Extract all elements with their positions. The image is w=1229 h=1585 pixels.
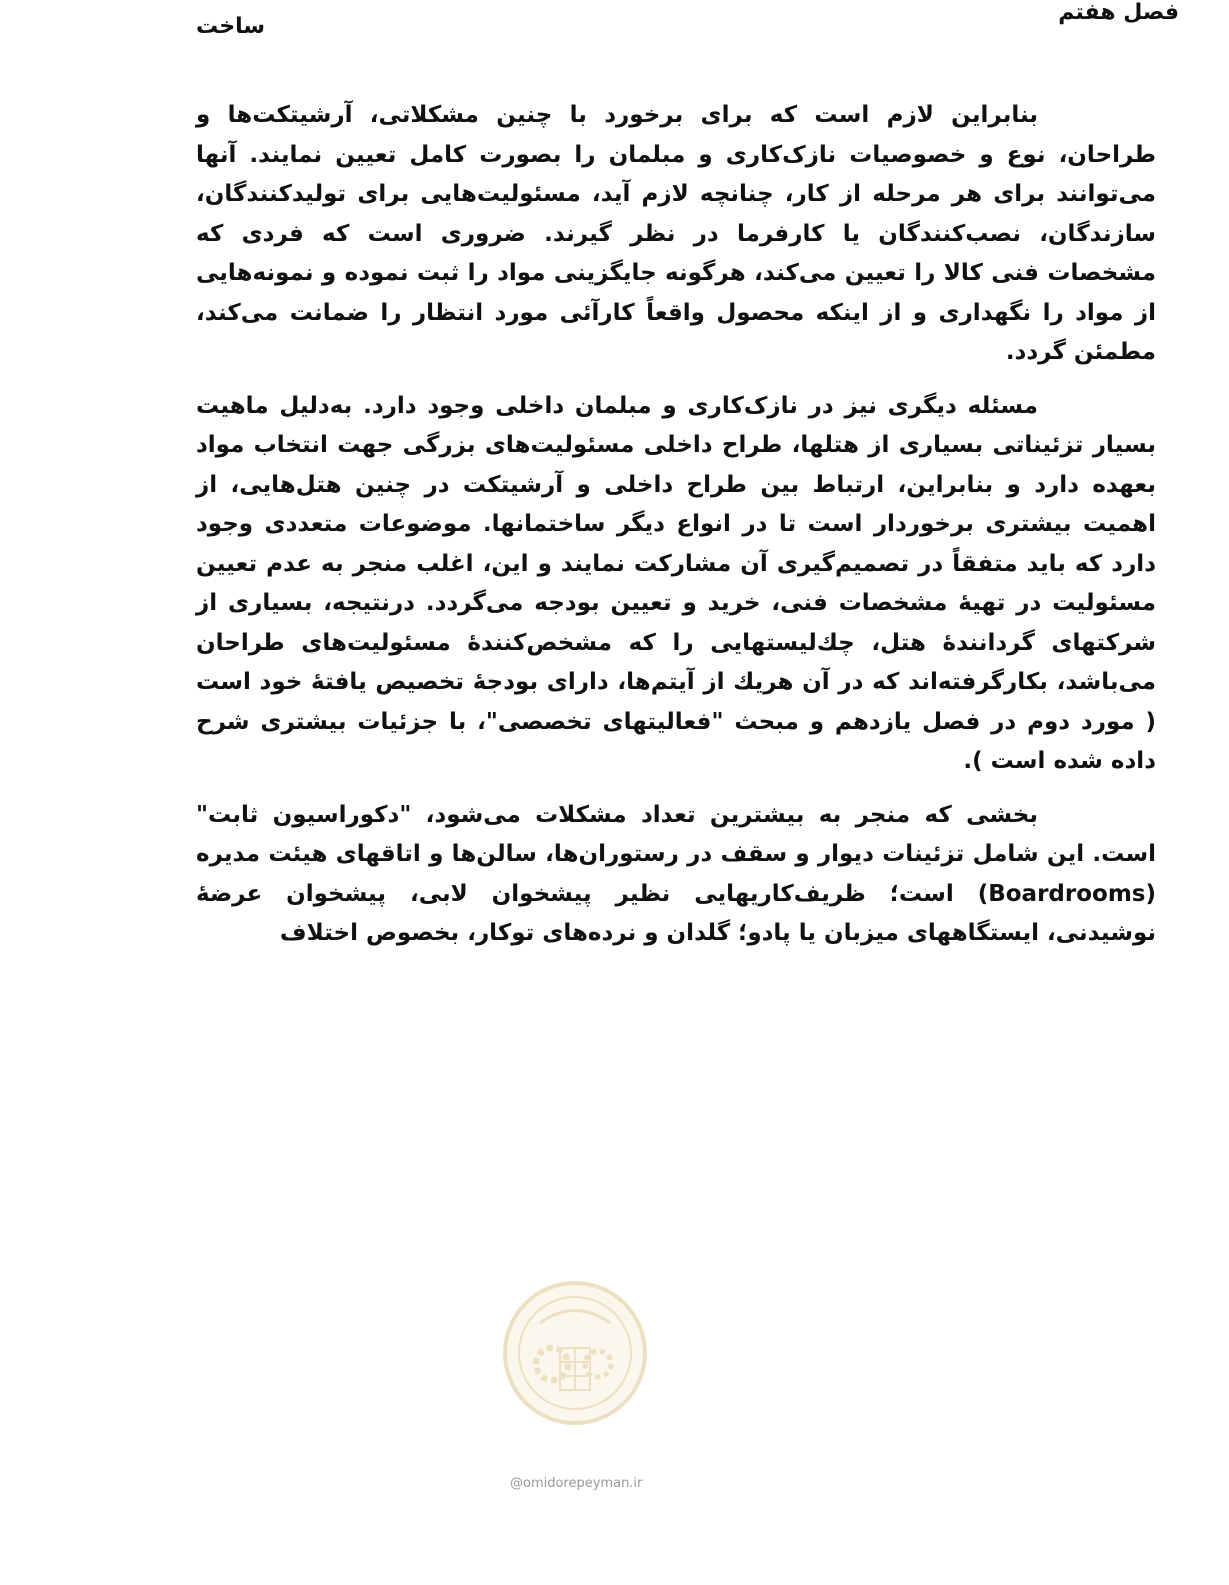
paragraph-1: بنابراین لازم است که برای برخورد با چنین مشکلاتی، آرشیتکت‌ها و طراحان، نوع و خصوصیات نازک‌کاری و مبلمان را بصورت کامل تعیین نمایند. آنها می‌توانند برای هر مرحله از کار، چنانچه لازم آید، مسئولیت‌هایی برای تولیدکنندگان، سازندگان، نصب‌کنندگان یا کارفرما در نظر گیرند. ضروری است که فردی که مشخصات فنی کالا را تعیین می‌کند، هرگونه جایگزینی مواد را ثبت نموده و نمونه‌هایی از مواد را نگهداری و از اینکه محصول واقعاً کارآئی مورد انتظار را ضمانت می‌کند، مطمئن گردد. bbox=[196, 102, 1156, 365]
watermark-caption: @omidorepeyman.ir bbox=[510, 1476, 643, 1491]
watermark-seal bbox=[500, 1278, 650, 1428]
paragraph-3: بخشی که منجر به بیشترین تعداد مشکلات می‌شود، "دکوراسیون ثابت" است. این شامل تزئینات دیوار و سقف در رستوران‌ها، سالن‌ها و اتاقهای هیئت مدیره (Boardrooms) است؛ ظریف‌کاریهایی نظیر پیشخوان لابی، پیشخوان عرضهٔ نوشیدنی، ایستگاههای میزبان یا پادو؛ گلدان و نرده‌های توکار، بخصوص اختلاف bbox=[196, 801, 1156, 946]
chapter-heading: فصل هفتم bbox=[1058, 0, 1179, 25]
body-text bbox=[196, 96, 1156, 968]
paragraph-2: مسئله دیگری نیز در نازک‌کاری و مبلمان داخلی وجود دارد. به‌دلیل ماهیت بسیار تزئیناتی بسیاری از هتلها، طراح داخلی مسئولیت‌های بزرگی جهت انتخاب مواد بعهده دارد و بنابراین، ارتباط بین طراح داخلی و آرشیتکت در چنین هتل‌هایی، از اهمیت بیشتری برخوردار است تا در انواع دیگر ساختمانها. موضوعات متعددی وجود دارد که باید متفقاً در تصمیم‌گیری آن مشارکت نمایند و این، اغلب منجر به عدم تعیین مسئولیت در تهیهٔ مشخصات فنی، خرید و تعیین بودجه می‌گردد. درنتیجه، بسیاری از شرکتهای گردانندهٔ هتل، چك‌لیستهایی را که مشخص‌کنندهٔ مسئولیت‌های طراحان می‌باشد، بکارگرفته‌اند که در آن هریك از آیتم‌ها، دارای بودجهٔ تخصیص یافتهٔ خود است ( مورد دوم در فصل یازدهم و مبحث "فعالیتهای تخصصی"، با جزئیات بیشتری شرح داده شده است ). bbox=[196, 392, 1156, 774]
section-heading: ساخت bbox=[196, 14, 266, 39]
